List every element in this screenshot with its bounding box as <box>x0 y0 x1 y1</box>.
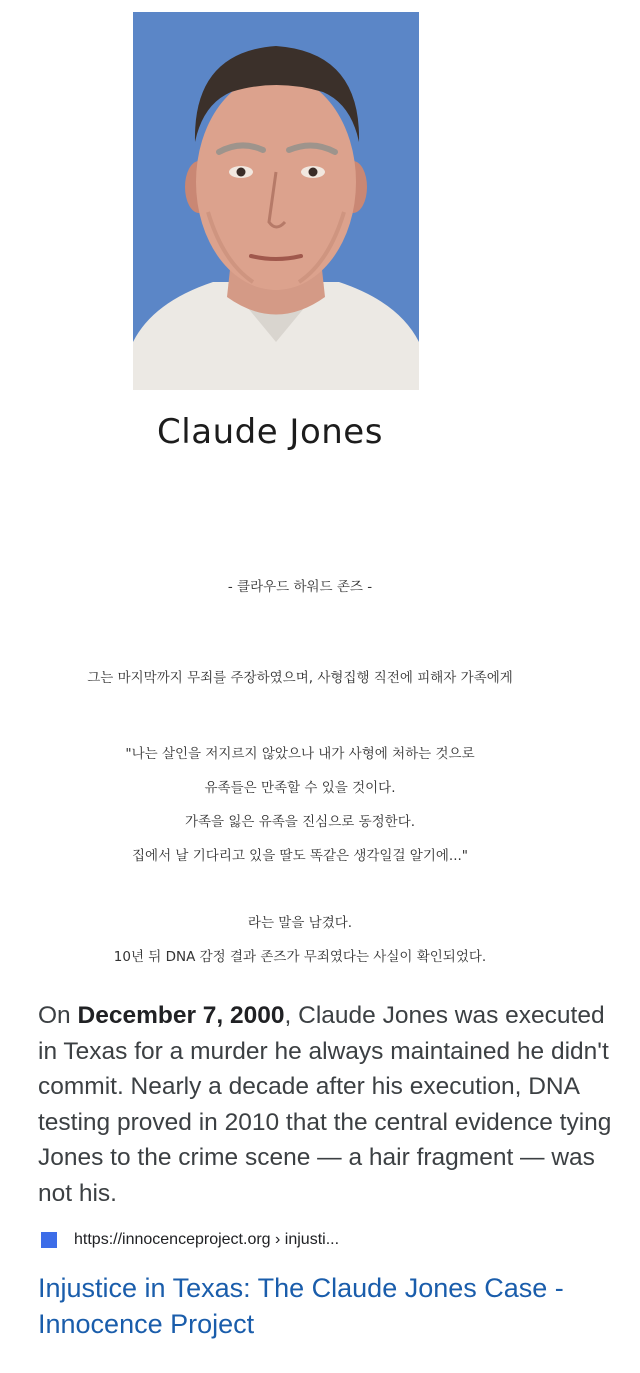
site-favicon-icon <box>41 1232 57 1248</box>
outro-line: 10년 뒤 DNA 감정 결과 존즈가 무죄였다는 사실이 확인되었다. <box>113 949 487 965</box>
search-result-source[interactable] <box>41 1229 339 1251</box>
snippet-prefix: On <box>38 1002 78 1029</box>
quote-line: 가족을 잃은 유족을 진심으로 동정한다. <box>184 814 416 830</box>
quote-line: 유족들은 만족할 수 있을 것이다. <box>204 780 396 796</box>
quote-line: 집에서 날 기다리고 있을 딸도 똑같은 생각일걸 알기에..." <box>131 848 469 864</box>
search-result-url[interactable]: https://innocenceproject.org › injusti... <box>74 1231 340 1248</box>
english-snippet <box>38 998 618 1211</box>
outro-line: 라는 말을 남겼다. <box>247 915 353 931</box>
person-name-caption: Claude Jones <box>157 412 383 452</box>
korean-quote <box>0 737 600 873</box>
snippet-body: , Claude Jones was executed in Texas for a murder he always maintained he didn't commit. Nearly a decade after his execution, DNA testing proved in 2010 that the central evidence tying Jones to the crime scene — a hair fragment — was not his. <box>38 1002 612 1207</box>
korean-outro <box>0 906 600 974</box>
mugshot-photo <box>133 12 419 390</box>
korean-intro-text: 그는 마지막까지 무죄를 주장하였으며, 사형집행 직전에 피해자 가족에게 <box>87 670 513 686</box>
quote-line: "나는 살인을 저지르지 않았으나 내가 사형에 처하는 것으로 <box>125 746 475 762</box>
snippet-date: December 7, 2000 <box>77 1002 285 1029</box>
search-result-title-link[interactable]: Injustice in Texas: The Claude Jones Case - Innocence Project <box>38 1273 564 1339</box>
korean-subtitle: - 클라우드 하워드 존즈 - <box>227 579 373 595</box>
mugshot-illustration <box>133 12 419 390</box>
